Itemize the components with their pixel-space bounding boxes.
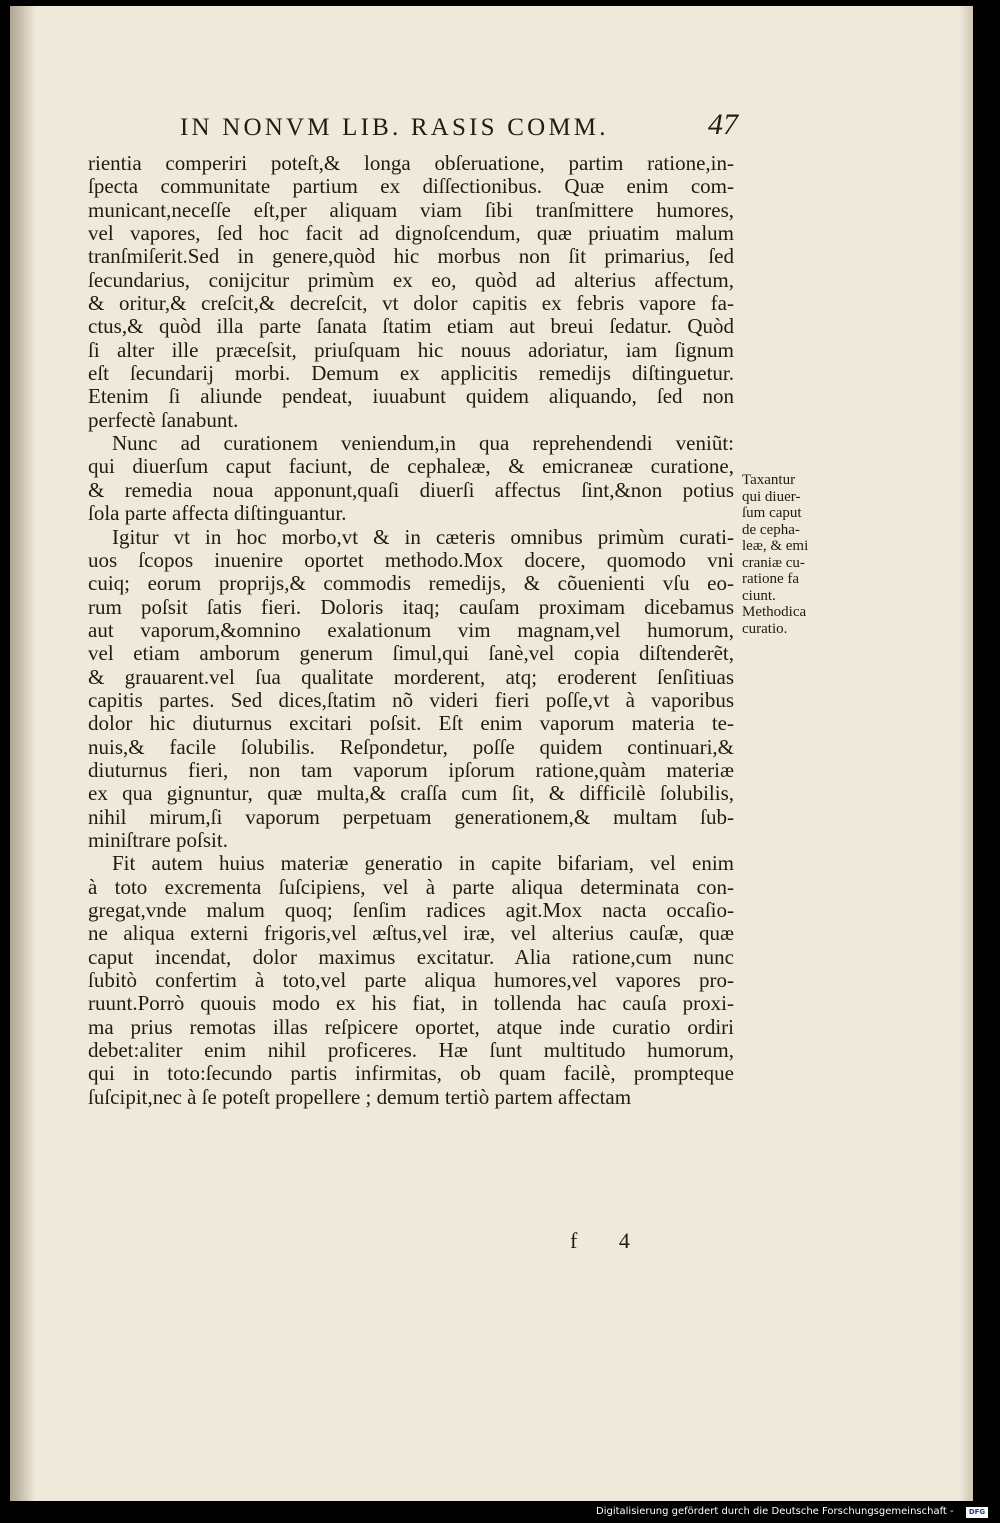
text-line: qui diuerſum caput faciunt, de cephaleæ, & emicraneæ curatione, [88, 454, 734, 479]
text-line: miniſtrare poſsit. [88, 827, 228, 852]
text-line: ma prius remotas illas reſpicere oportet, atque inde curatio ordiri [88, 1014, 734, 1039]
text-line: Igitur vt in hoc morbo,vt & in cæteris omnibus primùm curati- [112, 524, 734, 549]
text-line: rientia comperiri poteſt,& longa obſeruatione, partim ratione,in- [88, 151, 734, 175]
text-line: & remedia noua apponunt,quaſi diuerſi affectus ſint,&non potius [88, 477, 734, 502]
marginal-note-line: Taxantur [742, 472, 796, 488]
text-line: municant,neceſſe eſt,per aliquam viam ſibi tranſmittere humores, [88, 197, 734, 222]
text-line: ne aliqua externi frigoris,vel æſtus,vel iræ, vel alterius cauſæ, quæ [88, 921, 734, 946]
text-line: vel etiam amborum generum ſimul,qui ſanè,vel copia diſtenderẽt, [88, 641, 734, 666]
text-line: Etenim ſi aliunde pendeat, iuuabunt quidem aliquando, ſed non [88, 384, 734, 409]
text-line: ſi alter ille præceſsit, priuſquam hic nouus adoriatur, iam ſignum [88, 337, 734, 362]
text-line: ruunt.Porrò quouis modo ex his fiat, in tollenda hac cauſa proxi- [88, 991, 734, 1016]
dfg-logo: DFG [966, 1507, 988, 1518]
text-line: & oritur,& creſcit,& decreſcit, vt dolor capitis ex febris vapore fa- [88, 291, 734, 316]
text-line: gregat,vnde malum quoq; ſenſim radices agit.Mox nacta occaſio- [88, 898, 734, 922]
running-head: IN NONVM LIB. RASIS COMM. [180, 114, 609, 141]
text-line: ſola parte affecta diſtinguantur. [88, 501, 347, 526]
marginal-note-line: qui diuer- [742, 488, 801, 505]
text-line: nihil mirum,ſi vaporum perpetuam generationem,& multam ſub- [88, 804, 734, 829]
text-line: debet:aliter enim nihil proficeres. Hæ ſunt multitudo humorum, [88, 1038, 734, 1063]
body-text [88, 152, 734, 1109]
text-line: ſecundarius, conijcitur primùm ex eo, quòd ad alterius affectum, [88, 267, 734, 292]
book-page [10, 6, 973, 1501]
marginal-note-line: curatio. [742, 620, 788, 637]
text-line: qui in toto:ſecundo partis infirmitas, ob quam facilè, prompteque [88, 1061, 734, 1086]
marginal-note-line: ratione fa [742, 571, 800, 587]
text-line: nuis,& facile ſolubilis. Reſpondetur, poſſe quidem continuari,& [88, 734, 734, 759]
signature-mark: f 4 [570, 1228, 648, 1253]
text-line: ſuſcipit,nec à ſe poteſt propellere ; demum tertiò partem affectam [88, 1084, 632, 1109]
page-number: 47 [708, 108, 738, 141]
text-line: caput incendat, dolor maximus excitatur. Alia ratione,cum nunc [88, 944, 734, 969]
text-line: ctus,& quòd illa parte ſanata ſtatim etiam aut breui ſedatur. Quòd [88, 314, 734, 339]
text-line: vel vapores, ſed hoc facit ad dignoſcendum, quæ priuatim malum [88, 221, 734, 246]
text-line: diuturnus fieri, non tam vaporum ipſorum ratione,quàm materiæ [88, 757, 734, 782]
text-line: cuiq; eorum proprijs,& commodis remedijs, & cõuenienti vſu eo- [88, 571, 734, 596]
text-line: eſt ſecundarij morbi. Demum ex applicitis remedijs diſtinguetur. [88, 361, 734, 386]
marginal-note-line: de cepha- [742, 521, 800, 538]
text-line: perfectè ſanabunt. [88, 407, 239, 432]
text-line: ſpecta communitate partium ex diſſectionibus. Quæ enim com- [88, 174, 734, 199]
page-header [180, 108, 750, 144]
text-line: à toto excrementa ſuſcipiens, vel à parte aliqua determinata con- [88, 874, 734, 899]
text-line: aut vaporum,&omnino exalationum vim magnam,vel humorum, [88, 617, 734, 642]
marginal-note-line: leæ, & emi [742, 538, 809, 554]
text-line: tranſmiſerit.Sed in genere,quòd hic morbus non ſit primarius, ſed [88, 244, 734, 269]
text-line: capitis partes. Sed dices,ſtatim nõ videri fieri poſſe,vt à vaporibus [88, 687, 734, 712]
marginal-note-line: craniæ cu- [742, 554, 805, 571]
text-line: dolor hic diuturnus excitari poſsit. Eſt enim vaporum materia te- [88, 711, 734, 736]
marginal-note-line: Methodica [742, 604, 807, 620]
marginal-note-line: ciunt. [742, 587, 776, 604]
marginal-note-line: ſum caput [742, 505, 802, 521]
marginal-note [742, 472, 842, 637]
text-line: Nunc ad curationem veniendum,in qua reprehendendi veniũt: [112, 431, 734, 456]
text-line: uos ſcopos inuenire oportet methodo.Mox docere, quomodo vni [88, 547, 734, 572]
text-line: Fit autem huius materiæ generatio in capite bifariam, vel enim [112, 851, 734, 876]
text-line: rum poſsit ſatis fieri. Doloris itaq; cauſam proximam dicebamus [88, 594, 734, 619]
text-line: ex qua gignuntur, quæ multa,& craſſa cum ſit, & difficilè ſolubilis, [88, 781, 734, 806]
text-line: ſubitò confertim à toto,vel parte aliqua humores,vel vapores pro- [88, 968, 734, 993]
text-line: & grauarent.vel ſua qualitate morderent, atq; eroderent ſenſitiuas [88, 664, 734, 689]
digitization-credit: Digitalisierung gefördert durch die Deutsche Forschungsgemeinschaft - [596, 1506, 954, 1517]
